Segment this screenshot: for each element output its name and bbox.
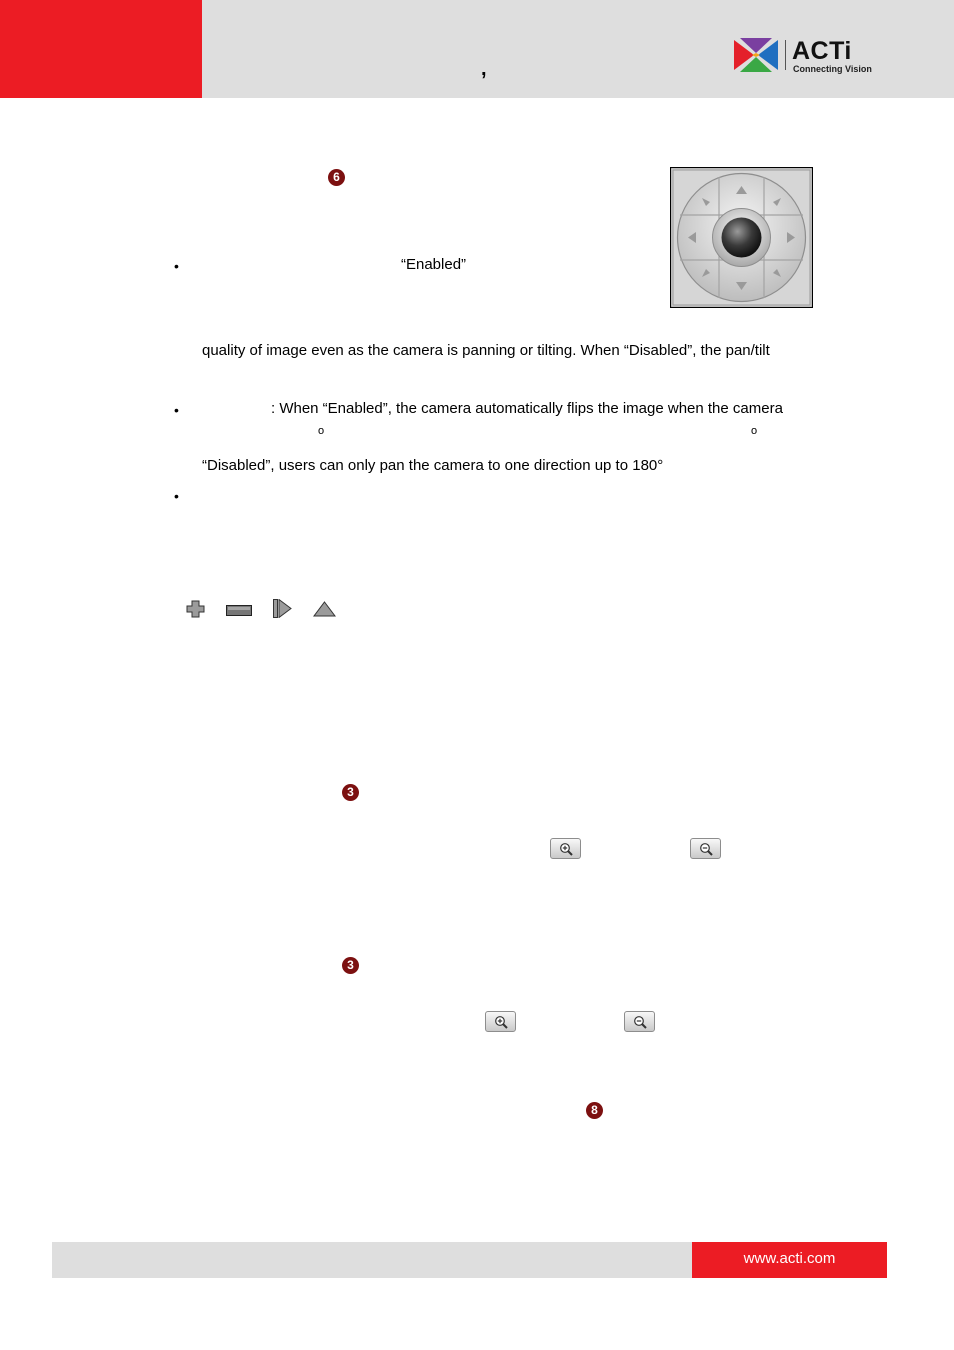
- zoom-out-icon: [633, 1015, 647, 1029]
- step-badge-3: 3: [342, 784, 359, 801]
- zoom-out-icon: [699, 842, 713, 856]
- zoom-in-button[interactable]: [485, 1011, 516, 1032]
- bullet-marker: •: [174, 258, 179, 274]
- zoom-in-icon: [559, 842, 573, 856]
- step-badge-6: 6: [328, 169, 345, 186]
- step-badge-3: 3: [342, 957, 359, 974]
- enabled-text: “Enabled”: [401, 256, 467, 273]
- acti-logo-icon: [732, 36, 780, 74]
- degree-symbol: o: [318, 425, 325, 437]
- auto-flip-line: : When “Enabled”, the camera automatically flips the image when the camera: [271, 400, 783, 417]
- play-icon: [273, 599, 292, 618]
- logo-name: ACTi: [792, 37, 852, 65]
- disabled-line: “Disabled”, users can only pan the camera to one direction up to 180°: [202, 457, 664, 474]
- footer-url-link[interactable]: www.acti.com: [743, 1250, 836, 1267]
- degree-symbol: o: [751, 425, 758, 437]
- zoom-in-icon: [494, 1015, 508, 1029]
- zoom-out-button[interactable]: [690, 838, 721, 859]
- logo-tagline: Connecting Vision: [793, 64, 872, 74]
- logo-divider: [785, 40, 786, 70]
- step-badge-8: 8: [586, 1102, 603, 1119]
- ptz-joystick-icon[interactable]: [670, 167, 813, 308]
- header-red-block: [0, 0, 202, 98]
- zoom-in-button[interactable]: [550, 838, 581, 859]
- header-title-fragment: ,: [481, 58, 487, 80]
- up-triangle-icon: [313, 601, 336, 617]
- plus-icon: [186, 600, 205, 618]
- bullet-marker: •: [174, 488, 179, 504]
- zoom-out-button[interactable]: [624, 1011, 655, 1032]
- footer-bar: [52, 1242, 692, 1278]
- bullet-marker: •: [174, 402, 179, 418]
- minus-icon: [226, 605, 252, 616]
- quality-line: quality of image even as the camera is panning or tilting. When “Disabled”, the pan/tilt: [202, 342, 770, 359]
